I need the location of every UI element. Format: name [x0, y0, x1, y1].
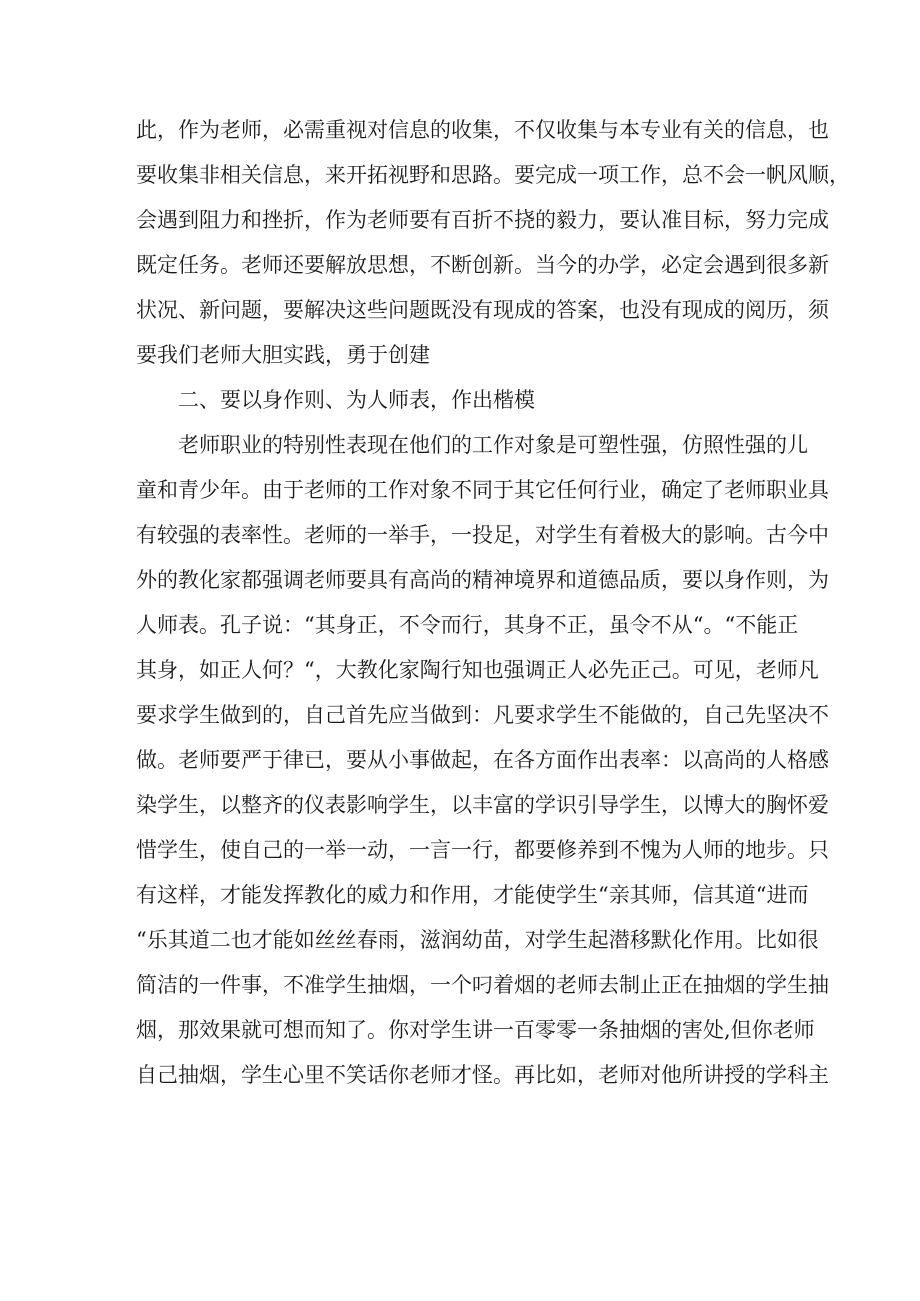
paragraph-2-line-2: 童和青少年。由于老师的工作对象不同于其它任何行业，确定了老师职业具 [136, 478, 829, 502]
paragraph-1-line-2: 要收集非相关信息，来开拓视野和思路。要完成一项工作，总不会一帆风顺， [136, 163, 850, 187]
paragraph-1-line-5: 状况、新问题，要解决这些问题既没有现成的答案，也没有现成的阅历，须 [136, 298, 829, 322]
paragraph-1-line-6: 要我们老师大胆实践，勇于创建 [136, 343, 430, 367]
paragraph-2-line-13: 简洁的一件事，不准学生抽烟，一个叼着烟的老师去制止正在抽烟的学生抽 [136, 973, 829, 997]
paragraph-1-line-3: 会遇到阻力和挫折，作为老师要有百折不挠的毅力，要认准目标，努力完成 [136, 208, 829, 232]
paragraph-2-line-11: 有这样，才能发挥教化的威力和作用，才能使学生“亲其师，信其道“进而 [136, 883, 809, 907]
paragraph-2-line-7: 要求学生做到的，自己首先应当做到：凡要求学生不能做的，自己先坚决不 [136, 703, 829, 727]
paragraph-1-line-4: 既定任务。老师还要解放思想，不断创新。当今的办学，必定会遇到很多新 [136, 253, 829, 277]
paragraph-2-line-15: 自己抽烟，学生心里不笑话你老师才怪。再比如，老师对他所讲授的学科主 [136, 1063, 829, 1087]
paragraph-2-line-3: 有较强的表率性。老师的一举手，一投足，对学生有着极大的影响。古今中 [136, 523, 829, 547]
paragraph-2-line-4: 外的教化家都强调老师要具有高尚的精神境界和道德品质，要以身作则，为 [136, 568, 829, 592]
paragraph-2-line-5: 人师表。孔子说：“其身正，不令而行，其身不正，虽令不从“。“不能正 [136, 613, 799, 637]
paragraph-2-line-14: 烟，那效果就可想而知了。你对学生讲一百零零一条抽烟的害处,但你老师 [136, 1018, 815, 1042]
paragraph-2-line-10: 惜学生，使自己的一举一动，一言一行，都要修养到不愧为人师的地步。只 [136, 838, 829, 862]
paragraph-2-line-1: 老师职业的特别性表现在他们的工作对象是可塑性强，仿照性强的儿 [178, 433, 808, 457]
paragraph-1-line-1: 此，作为老师，必需重视对信息的收集，不仅收集与本专业有关的信息，也 [136, 118, 829, 142]
paragraph-2-line-8: 做。老师要严于律已，要从小事做起，在各方面作出表率：以高尚的人格感 [136, 748, 829, 772]
paragraph-2-line-12: “乐其道二也才能如丝丝春雨，滋润幼苗，对学生起潜移默化作用。比如很 [136, 928, 819, 952]
paragraph-2-line-9: 染学生，以整齐的仪表影响学生，以丰富的学识引导学生，以博大的胸怀爱 [136, 793, 829, 817]
section-heading: 二、要以身作则、为人师表，作出楷模 [178, 388, 535, 412]
paragraph-2-line-6: 其身，如正人何？“，大教化家陶行知也强调正人必先正己。可见，老师凡 [136, 658, 819, 682]
